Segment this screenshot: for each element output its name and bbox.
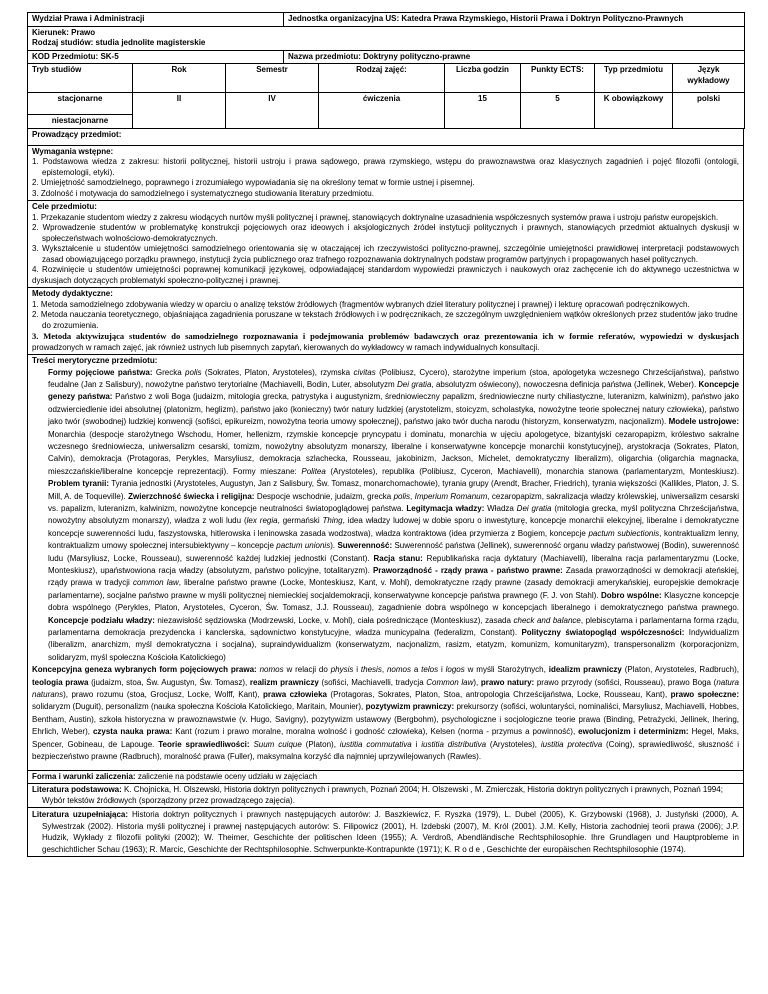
content-text-run: (Sokrates, Platon, Arystoteles), rzymska [201, 367, 354, 377]
content-paragraph-1 [32, 367, 739, 665]
syllabus-document [27, 12, 744, 857]
content-text-run: , [410, 491, 415, 501]
col-header-hours: Liczba godzin [445, 64, 521, 92]
col-header-year: Rok [133, 64, 226, 92]
subject-name-cell: Nazwa przedmiotu: Doktryny polityczno-prawne [284, 50, 745, 64]
content-text-run: Państwo z woli Boga (judaizm, mitologia grecka, patrystyka i augustynizm, średniowieczny papalizm, średniowieczne nurty chiliastyczne, luteranizm, kalwinizm), państwo jako odzwierciedlenie idei absolutnej (platonizm, heglizm), państwo jako (konieczny) twór natury ludzkiej (arystotelizm, stoicyzm, scholastyka, nowożytne teorie społecznej natury człowieka), państwo jako twór (swobodnej) ludzkiej konwencji (sofiści, epikureizm, nowożytna teoria umowy społecznej), państwo jako twór ducha narodu (historyzm, konserwatyzm, nacjonalizm). [48, 392, 739, 427]
content-text-run: Indywidualizm (liberalizm, anarchizm, myśl demokratyczna i socjalna), supraindywidualizm (konserwatyzm, nacjonalizm, rasizm, etatyzm, komunizm, komunitaryzm), transpersonalizm (korporacjonizm, solidaryzm, myśl społeczna Kościoła Katolickiego) [48, 628, 740, 662]
content-text-run: ), [473, 677, 481, 687]
content-italic-term: logos [445, 665, 465, 675]
methods-section [27, 288, 744, 355]
content-italic-term: iustitia protectiva [540, 739, 603, 749]
content-text-run: , germański [277, 516, 323, 526]
content-italic-term: iustitia commutativa [339, 739, 412, 749]
prereq-item-1: 1. Podstawowa wiedza z zakresu: historii politycznej, historii ustroju i prawa sądowego, prawa rzymskiego, wstępu do prawoznawstwa oraz klasycznych zagadnień i pojęć filozofii (ontologii, epistemologii, etyki). [32, 157, 739, 177]
year-value: II [133, 92, 226, 128]
subject-type-value: K obowiązkowy [595, 92, 673, 128]
content-text-run: prekursorzy (sofiści, woluntaryści, nominaliści, Marsyliusz, Machiavelli, Hobbes, Bentham, Austin), szkoła historyczna w prawoznawstwie (v. Hugo, Savigny), pozytywizm ustawowy (Bergbohm), psychologiczne i socjologiczne teorie prawa (Binding, Petrażycki, Jellinek, Ihering, Ehrlich, Weber), [32, 702, 739, 737]
content-italic-term: check and balance [513, 615, 581, 625]
content-text-run: Monarchia (despocje starożytnego Wschodu, Homer, hellenizm, rzymskie koncepcje pryncypatu i dominatu, monarchia w ujęciu apologetyce, bizantyjski cezaropapizm, królestwo sakralne wczesnego średniowiecza, uniwersalizm cesarski, tomizm, nowożytny absolutyzm monarszy, liberalne i konserwatywne koncepcje monarchii konstytucyjnej), arystokracja (Sokrates, Platon, Calvin), demokracja (Protagoras, Perykles, Marsyliusz, demokracja szlachecka, Rousseau, jakobinizm, Jackson, Michelet, demokratyczny liberalizm), oligarchia (oligarchia magnacka, mieszczańskie/liberalne koncepcje reprezentacji). Formy mieszane: [48, 429, 739, 476]
content-italic-term: civitas [353, 367, 376, 377]
content-text-run: Kant (rozum i prawo moralne, moralna wolność i godność człowieka), Kelsen (norma - przymus a powinność), [172, 727, 579, 737]
content-term-heading: ewolucjonizm i determinizm: [578, 727, 689, 737]
content-text-run: ). [330, 541, 338, 551]
content-term-heading: prawo natury: [480, 677, 535, 687]
content-italic-term: iustitia distributiva [421, 739, 487, 749]
content-italic-term: telos [421, 665, 439, 675]
content-text-run: Republikańska racja dyktatury (Machiavelli), liberalna racja parlamentaryzmu (Locke, Monteskiusz), upaństwowiona racja władzy (absolutyzm, państwo policyjne, totalitaryzm). [48, 553, 740, 575]
content-term-heading: Suwerenność: [337, 541, 393, 551]
content-term-heading: idealizm prawniczy [548, 665, 622, 675]
content-text-run: Grecka [152, 367, 186, 377]
header-table [27, 12, 745, 64]
content-italic-term: polis [393, 491, 411, 501]
content-italic-term: natura naturans [32, 677, 739, 700]
content-term-heading: teologia prawa [32, 677, 89, 687]
content-text-run: Despocje wschodnie, judaizm, grecka [254, 491, 394, 501]
content-italic-term: common law [132, 578, 179, 588]
mode-nonstationary: niestacjonarne [28, 114, 133, 128]
direction-text: Kierunek: Prawo [32, 27, 96, 37]
hours-value: 15 [445, 92, 521, 128]
content-title: Treści merytoryczne przedmiotu: [32, 356, 158, 365]
lit-basic-text: K. Chojnicka, H. Olszewski, Historia doktryn politycznych i prawnych, Poznań 2004; H. Olszewski , M. Zmierczak, Historia doktryn politycznych i prawnych, Poznań 1994; Wybór tekstów źródłowych (sporządzony przez prowadzącego zajęcia). [42, 785, 723, 805]
content-term-heading: Koncepcje genezy państwa: [48, 379, 739, 402]
content-text-run: solidaryzm (Duguit), personalizm (nauka społeczna Kościoła Katolickiego, Maritain, Mounier), [32, 702, 366, 712]
ects-value: 5 [521, 92, 595, 128]
content-italic-term: Imperium Romanum [414, 491, 488, 501]
content-term-heading: czysta nauka prawa: [92, 727, 173, 737]
content-text-run: Klasyczne koncepcje dobra wspólnego (Perykles, Platon, Arystoteles, Cyceron, Św. Tomasz, J.J. Rousseau), zagadnienie dobra wspólnego w koncepcjach liberalnego i demokratycznego państwa prawnego. [48, 590, 740, 613]
content-term-heading: realizm prawniczy [249, 677, 319, 687]
content-term-heading: Teorie sprawiedliwości: [158, 739, 250, 749]
content-term-heading: Praworządność - rządy prawa - państwo prawne: [372, 566, 563, 575]
content-text-run: , liberalne państwo prawne (Locke, Monteskiusz, Kant, v. Mohl), demokratyczne rządy prawne (zasady demokracji amerykańskiej, europejskie demokracje parlamentarne), socjalne państwo prawne w myśli politycznej niemieckiej socjaldemokracji, konserwatywne koncepcje państwa prawnego (F. J. von Stahl). [48, 578, 740, 600]
content-text-run: w myśli Starożytnych, [464, 665, 549, 675]
prereq-item-3: 3. Zdolność i motywacja do samodzielnego i systematycznego studiowania literatury przedmiotu. [32, 188, 374, 198]
content-text-run: , plebiscytarna i parlamentarna forma rządu, parlamentarna demokracja prezydencka i kanclerska, sądownictwo konstytucyjne, władza municypalna (federalizm, Constant). [48, 615, 739, 638]
content-text-run: i [438, 665, 446, 675]
goals-section [27, 201, 744, 288]
content-italic-term: physis [330, 665, 354, 675]
prereq-item-2: 2. Umiejętność samodzielnego, poprawnego i zrozumiałego wypowiadania się na określony temat w formie ustnej i pisemnej. [32, 178, 475, 187]
content-text-run: (Arystoteles), [486, 739, 541, 749]
lit-extra-label: Literatura uzupełniająca: [32, 810, 129, 819]
methods-item-3-rest: prowadzonych w ramach zajęć, jak również ustnych lub pisemnych zapytań, kierowanych do wykładowcy w ramach indywidualnych konsultacji. [32, 342, 540, 352]
content-term-heading: pozytywizm prawniczy: [365, 702, 455, 712]
methods-item-1: 1. Metoda samodzielnego zdobywania wiedzy w oparciu o analizę tekstów źródłowych (fragmentów wybranych dzieł literatury politycznej i prawnej) i lekturę opracowań podręcznikowych. [32, 299, 690, 309]
content-text-run: (judaizm, stoa, Św. Augustyn, Św. Tomasz), [88, 677, 250, 687]
content-text-run: (Platon), [301, 739, 340, 749]
faculty-cell: Wydział Prawa i Administracji [28, 13, 284, 27]
info-table [27, 64, 745, 129]
content-text-run: niezawisłość sędziowska (Modrzewski, Locke, v. Mohl), ciała pośredniczące (Monteskiusz), zasada [154, 615, 514, 625]
content-term-heading: Koncepcyjna geneza wybranych form pojęciowych prawa: [32, 665, 257, 675]
content-text-run: Suwerenność państwa (Jellinek), suwerenność organu władzy państwowej (Bodin), suwerenność ludu (Marsyliusz, Locke, Rousseau), suwerenność każdej ludzkiej jednostki (Constant). [48, 541, 740, 563]
goals-item-2: 2. Wprowadzenie studentów w problematykę konstrukcji pojęciowych oraz ideowych i aksjologicznych źródeł instytucji politycznych i prawnych, stanowiących przedmiot aktualnych dyskusji w społeczeństwach wolnościowo-demokratycznych. [32, 223, 739, 243]
content-text-run: (mitologia grecka, myśl polityczna Chrześcijaństwa, nowożytny absolutyzm monarszy), władza z woli ludu ( [48, 503, 739, 526]
content-italic-term: Politea [301, 466, 326, 476]
methods-item-3-bold: 3. Metoda aktywizująca studentów do samodzielnego rozpoznawania i podejmowania problemów badawczych oraz prezentowania ich w formie referatów, wypowiedzi w dyskusjach [32, 331, 739, 341]
assessment-label: Forma i warunki zaliczenia: [32, 771, 136, 781]
col-header-class-type: Rodzaj zajęć: [319, 64, 445, 92]
goals-item-1: 1. Przekazanie studentom wiedzy z zakresu wiodących nurtów myśli politycznej i prawnej, stanowiących doktrynalne uzasadnienia współczesnych systemów prawa i ustroju państw europejskich. [32, 212, 719, 222]
content-text-run: prawo przyrody (sofiści, Rousseau), prawo Boga ( [534, 677, 717, 687]
col-header-semester: Semestr [226, 64, 319, 92]
content-term-heading: Koncepcje podziału władzy: [48, 615, 155, 625]
content-text-run: Władza [484, 503, 517, 513]
content-text-run: (Protagoras, Sokrates, Platon, Stoa, antropologia Chrześcijaństwa, Locke, Rousseau, Kant), [326, 690, 671, 700]
content-italic-term: Dei gratia [397, 379, 432, 389]
content-text-run: a [410, 665, 422, 675]
content-text-run: (Platon, Arystoteles, Radbruch), [621, 665, 740, 675]
lit-basic-label: Literatura podstawowa: [32, 785, 122, 794]
content-text-run: , idea władzy ludowej w dobie sporu o inwestyturę, koncepcje monarchii elekcyjnej, liberalne i demokratyczne koncepcje suwerenności ludu, faszystowska, hitlerowska i leninowska zasada wodzostwa), władza kontraktowa (idea przymierza z Bogiem, koncepcje [48, 516, 740, 538]
mode-stationary: stacjonarne [28, 92, 133, 114]
methods-item-3 [32, 331, 739, 353]
content-text-run: i [353, 665, 361, 675]
content-term-heading: Modele ustrojowe: [668, 417, 739, 427]
content-text-run: ), prawo rozumu (stoa, Grocjusz, Locke, Wolff, Kant), [63, 690, 264, 700]
direction-cell [28, 26, 745, 50]
goals-item-3: 3. Wykształcenie u studentów umiejętności samodzielnego orientowania się w otaczającej ich rzeczywistości polityczno-prawnej, szczególnie umiejętności prawidłowej interpretacji podstawowych zasad obowiązującego porządku prawnego, instytucji życia publicznego oraz trafnego rozpoznawania doktrynalnych podstaw programów partyjnych i propagowanych haseł politycznych. [32, 244, 739, 264]
content-text-run: w relacji do [283, 665, 331, 675]
content-italic-term: Thing [322, 516, 343, 526]
lit-basic-section [27, 784, 744, 808]
content-italic-term: thesis [360, 665, 382, 675]
content-text-run: (Polibiusz, Cycero), starożytne imperium (stoa, apologetyka wczesnego Chrześcijaństwa), państwo feudalne (Jan z Salisbury), nowożytne państwo terytorialne (Machiavelli, Bodin, Luter, absolutyzm [48, 367, 739, 389]
goals-item-4: 4. Rozwinięcie u studentów umiejętności poprawnej komunikacji językowej, odpowiadającej standardom wypowiedzi prawniczych i naukowych oraz zachęcenie ich do aktywnego uczestnictwa w dyskusjach dotyczących problematyki społeczno-politycznej i prawnej. [32, 265, 739, 285]
content-text-run: (Coing), sprawiedliwość, słuszność i bezpieczeństwo prawne (Radbruch), moralność prawa (Fuller), maksymalna korzyść dla najmniej uprzywilejowanych (Rawles). [32, 739, 740, 762]
content-term-heading: Problem tyranii: [48, 479, 110, 489]
class-type-value: ćwiczenia [319, 92, 445, 128]
content-term-heading: Dobro wspólne: [600, 590, 662, 600]
content-text-run: i [411, 739, 422, 749]
content-italic-term: nomos [256, 665, 284, 675]
content-term-heading: prawo społeczne: [670, 690, 739, 700]
unit-cell: Jednostka organizacyjna US: Katedra Prawa Rzymskiego, Historii Prawa i Doktryn Polityczno-Prawnych [284, 13, 745, 27]
language-value: polski [673, 92, 745, 128]
lecturer-label: Prowadzący przedmiot: [27, 129, 744, 146]
content-term-heading: prawa człowieka [263, 690, 327, 700]
content-term-heading: Formy pojęciowe państwa: [48, 367, 153, 377]
assessment-section [27, 771, 744, 785]
prereq-title: Wymagania wstępne: [32, 146, 114, 156]
content-italic-term: pactum subiectionis [588, 528, 660, 538]
semester-value: IV [226, 92, 319, 128]
content-term-heading: Zwierzchność świecka i religijna: [128, 491, 255, 501]
content-text-run: Zasada praworządności w demokracji ateńskiej, rządy prawa w tradycji [48, 566, 740, 588]
content-italic-term: Common law [426, 677, 474, 687]
content-italic-term: Dei gratia [516, 503, 552, 513]
content-text-run: , cezaropapizm, sakralizacja władzy królewskiej, uniwersalizm cesarski vs. papalizm, luteranizm, kalwinizm, nowożytne koncepcje neutralności światopoglądowej państwa. [48, 491, 740, 513]
goals-title: Cele przedmiotu: [32, 202, 97, 211]
methods-item-2: 2. Metoda nauczania teoretycznego, objaśniająca zagadnienia poruszane w tekstach źródłowych i w podręcznikach, ze szczególnym uwzględnieniem wątków określonych przez studentów jako trudne do zrozumienia. [32, 310, 738, 330]
content-section [27, 355, 744, 771]
content-italic-term: polis [185, 367, 202, 377]
col-header-ects: Punkty ECTS: [521, 64, 595, 92]
content-text-run: , kontraktualizm lenny, kontraktualizm umowy społecznej intersubiektywny – koncepcje [48, 528, 739, 551]
content-term-heading: Polityczny światopogląd współczesności: [521, 628, 685, 638]
lit-extra-section [27, 808, 744, 857]
col-header-language: Język wykładowy [673, 64, 745, 92]
col-header-mode: Tryb studiów [28, 64, 133, 92]
prereq-section [27, 146, 744, 202]
study-type-text: Rodzaj studiów: studia jednolite magisterskie [32, 38, 206, 47]
content-italic-term: Suum cuique [249, 739, 302, 749]
content-italic-term: nomos [386, 665, 411, 675]
lit-extra-text: Historia doktryn politycznych i prawnych następujących autorów: J. Baszkiewicz, F. Ryszka (1979), L. Dubel (2005), K. Grzybowski (1968), J. Justyński (2000), A. Sylwestrzak (2002). Historia myśli politycznej i prawnej następujących autorów: S. Filipowicz (2001), H. Izdebski (2007), M. Król (2001). J.M. Kelly, Historia zachodniej teorii prawa (2006); J.P. Hudzik, Wykłady z filozofii polityki (2002); W. Theimer, Geschichte der politischen Ideen (1955); A. Verdroß, Abendländische Rechtsphilosophie. Ihre Grundlagen und Hauptprobleme in geschichtlicher Schau (1963); R. Marcic, Geschichte der Rechtsphilosophie. Schwerpunkte-Kontrapunkte (1971); K. R o d e , Geschichte der europäischen Rechtsphilosophie (1974). [42, 810, 740, 854]
content-text-run: Tyrania jednostki (Arystoteles, Augustyn, Jan z Salisbury, Św. Tomasz, monarchomachowie), tyrania grupy (Arendt, Bracher, Friedrich), tyrania większości (Kallikles, Platon, J. S. Mill, A. de Toqueville). [48, 479, 740, 501]
methods-title: Metody dydaktyczne: [32, 289, 113, 298]
assessment-text: zaliczenie na podstawie oceny udziału w zajęciach [135, 771, 318, 781]
content-italic-term: lex regia [246, 516, 278, 526]
content-italic-term: pactum unionis [276, 541, 331, 551]
content-paragraph-2 [32, 664, 739, 763]
content-text-run: Hegel, Maks, Spencer, Gobineau, de Lapouge. [32, 727, 740, 749]
content-term-heading: Legitymacja władzy: [406, 503, 485, 513]
content-text-run: , [381, 665, 387, 675]
subject-code-cell: KOD Przedmiotu: SK-5 [28, 50, 284, 64]
content-text-run: (sofiści, Machiavelli, tradycja [318, 677, 427, 687]
content-text-run: , absolutyzm oświecony), nowoczesna definicja państwa (Jellinek, Weber). [431, 379, 699, 389]
content-text-run: (Arystoteles), republika (Polibiusz, Cyceron, Machiavelli), monarchia stanowa (parlamentaryzm, Monteskiusz). [325, 466, 739, 476]
col-header-subject-type: Typ przedmiotu [595, 64, 673, 92]
content-term-heading: Racja stanu: [373, 553, 423, 563]
